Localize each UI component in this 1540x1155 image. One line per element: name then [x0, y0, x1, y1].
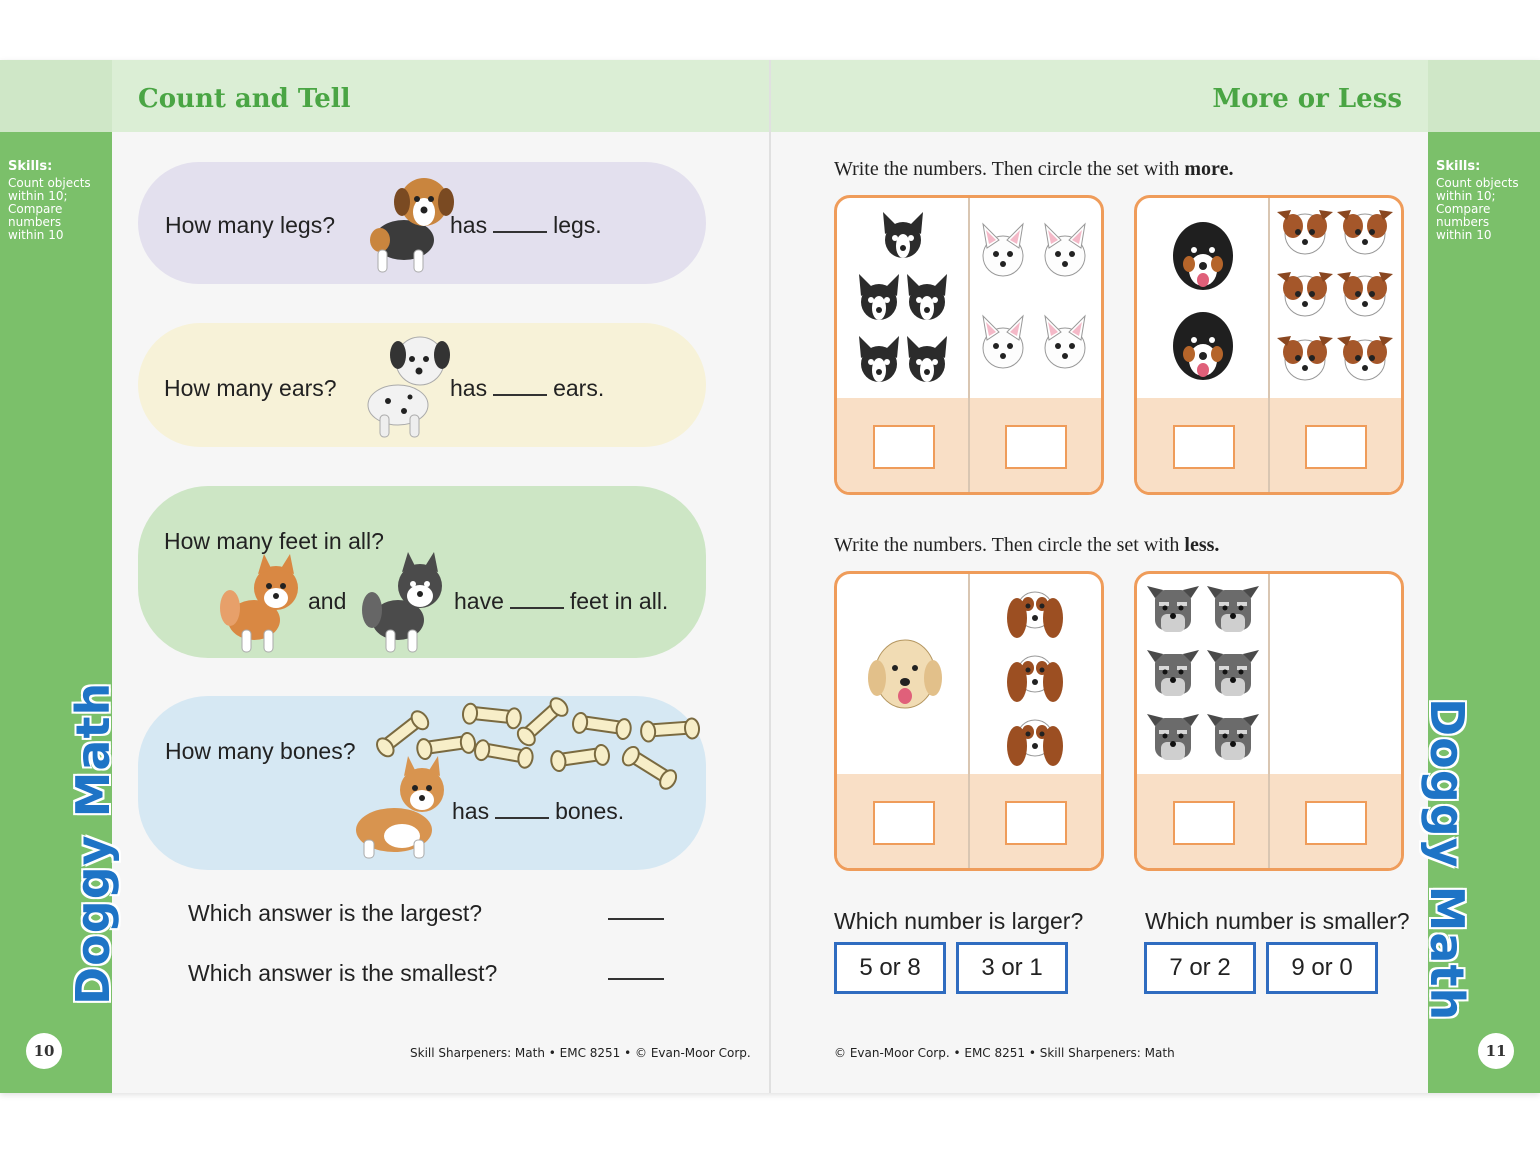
skills-block	[8, 160, 98, 242]
count-answer-box[interactable]	[1005, 801, 1067, 845]
page-number: 11	[1478, 1033, 1514, 1069]
verb-label: has	[452, 798, 490, 824]
compare-box-more-1	[834, 195, 1104, 495]
question-prompt: How many ears?	[164, 375, 337, 401]
question-band-legs	[138, 162, 706, 284]
verb-label: have	[454, 588, 504, 614]
instruction-more	[834, 158, 1233, 181]
skills-heading: Skills:	[8, 159, 53, 174]
bone-icon	[555, 747, 604, 768]
instruction-text: Write the numbers. Then circle the set with	[834, 534, 1180, 556]
skills-heading: Skills:	[1436, 159, 1481, 174]
question-prompt: How many bones?	[165, 738, 356, 764]
answer-blank[interactable]	[495, 799, 549, 819]
skills-text: Count objects within 10; Compare numbers within 10	[8, 176, 91, 242]
dog-set-illustration	[1137, 198, 1401, 398]
dog-set-illustration	[1137, 574, 1401, 774]
verb-label: has	[450, 212, 488, 238]
sidebar-header-strip	[1428, 60, 1540, 132]
beagle-icon	[360, 166, 456, 278]
bone-icon	[646, 720, 695, 737]
instruction-less	[834, 534, 1219, 557]
page-footer: © Evan-Moor Corp. • EMC 8251 • Skill Sharpeners: Math	[834, 1046, 1175, 1060]
question-prompt: How many legs?	[165, 212, 336, 238]
smaller-option-button[interactable]: 9 or 0	[1266, 942, 1378, 994]
unit-label: bones.	[555, 798, 625, 824]
left-page-header	[112, 60, 769, 132]
unit-label: feet in all.	[569, 588, 669, 614]
compare-box-less-1	[834, 571, 1104, 871]
skills-text: Count objects within 10; Compare numbers within 10	[1436, 176, 1519, 242]
page-gutter	[769, 60, 771, 1093]
answer-blank[interactable]	[493, 376, 547, 396]
question-band-feet	[138, 486, 706, 658]
count-answer-box[interactable]	[1005, 425, 1067, 469]
husky-icon	[358, 550, 458, 656]
count-answer-box[interactable]	[1305, 801, 1367, 845]
page-title: Count and Tell	[138, 84, 351, 114]
smaller-question: Which number is smaller?	[1145, 908, 1410, 934]
smallest-question: Which answer is the smallest?	[188, 960, 498, 986]
answer-blank[interactable]	[493, 213, 547, 233]
page-number: 10	[26, 1033, 62, 1069]
corgi-icon	[352, 756, 452, 866]
unit-label: ears.	[553, 375, 605, 401]
question-band-bones	[138, 696, 706, 870]
answer-blank[interactable]	[510, 589, 564, 609]
question-band-ears	[138, 323, 706, 447]
sidebar-header-strip	[0, 60, 112, 132]
count-answer-box[interactable]	[873, 425, 935, 469]
smallest-answer-blank[interactable]	[608, 978, 664, 980]
count-answer-box[interactable]	[1305, 425, 1367, 469]
bone-icon	[467, 706, 516, 725]
page-title: More or Less	[1212, 84, 1402, 114]
larger-option-button[interactable]: 3 or 1	[956, 942, 1068, 994]
smaller-option-button[interactable]: 7 or 2	[1144, 942, 1256, 994]
largest-answer-blank[interactable]	[608, 918, 664, 920]
count-answer-box[interactable]	[873, 801, 935, 845]
bone-icon	[479, 742, 529, 764]
answer-sentence	[450, 375, 604, 402]
compare-box-more-2	[1134, 195, 1404, 495]
larger-question: Which number is larger?	[834, 908, 1084, 934]
count-answer-box[interactable]	[1173, 425, 1235, 469]
compare-box-less-2	[1134, 571, 1404, 871]
answer-sentence	[452, 798, 624, 825]
fox-dog-icon	[214, 554, 312, 656]
side-title: Doggy Math	[66, 681, 120, 1005]
bone-icon	[626, 748, 674, 785]
answer-sentence	[450, 212, 602, 239]
count-answer-box[interactable]	[1173, 801, 1235, 845]
page-footer: Skill Sharpeners: Math • EMC 8251 • © Evan-Moor Corp.	[410, 1046, 751, 1060]
bone-icon	[421, 735, 470, 756]
answer-sentence	[454, 588, 668, 615]
largest-question: Which answer is the largest?	[188, 900, 483, 926]
bone-icon	[519, 700, 564, 743]
side-title: Doggy Math	[1420, 698, 1474, 1022]
larger-option-button[interactable]: 5 or 8	[834, 942, 946, 994]
connector-label: and	[308, 588, 347, 614]
instruction-text: Write the numbers. Then circle the set with	[834, 158, 1180, 180]
unit-label: legs.	[553, 212, 602, 238]
bone-icon	[577, 715, 626, 736]
question-prompt: How many feet in all?	[164, 528, 384, 554]
instruction-keyword: more.	[1184, 158, 1234, 180]
dalmatian-icon	[358, 327, 458, 441]
verb-label: has	[450, 375, 488, 401]
dog-set-illustration	[837, 574, 1101, 774]
workbook-spread	[0, 60, 1540, 1093]
skills-block	[1436, 160, 1526, 242]
right-page-header	[771, 60, 1428, 132]
dog-set-illustration	[837, 198, 1101, 398]
instruction-keyword: less.	[1184, 534, 1220, 556]
